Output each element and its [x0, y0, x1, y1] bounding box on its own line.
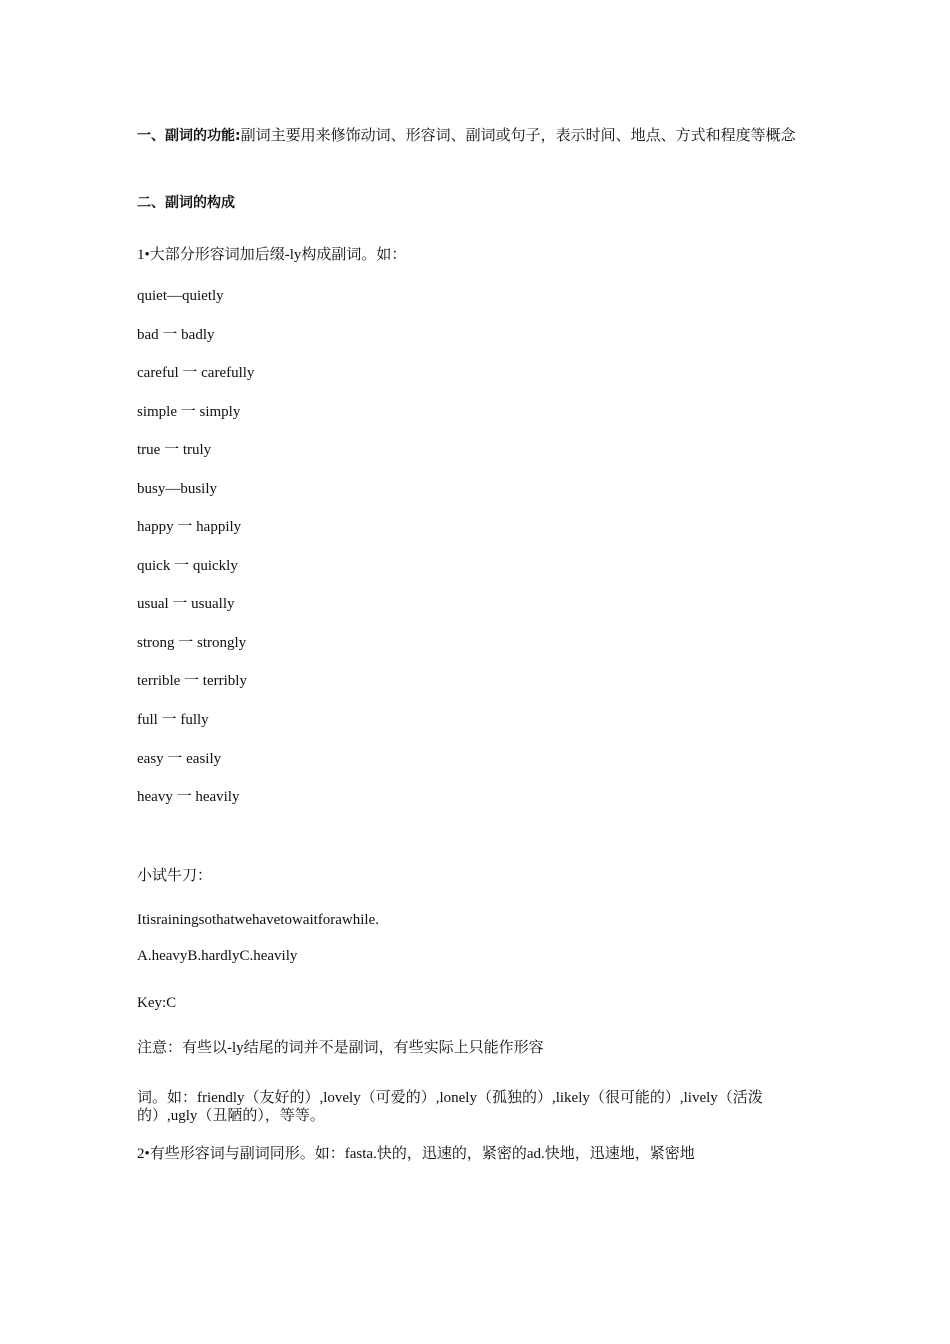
practice-options: A.heavyB.hardlyC.heavily — [137, 948, 298, 964]
word-pair: quick 一 quickly — [137, 557, 238, 574]
section1-text: 副词主要用来修饰动词、形容词、副词或句子，表示时间、地点、方式和程度等概念 — [240, 128, 796, 144]
word-pair: strong 一 strongly — [137, 634, 247, 651]
practice-question: Itisrainingsothatwehavetowaitforawhile. — [137, 912, 380, 928]
word-pair: careful 一 carefully — [137, 365, 255, 382]
word-pair: busy—busily — [137, 480, 218, 497]
word-pair: terrible 一 terribly — [137, 673, 247, 690]
note-line1: 注意：有些以-ly结尾的词并不是副词，有些实际上只能作形容 — [137, 1040, 544, 1056]
word-pair: usual 一 usually — [137, 596, 235, 613]
section1-paragraph — [137, 127, 817, 145]
rule1-text: 1•大部分形容词加后缀-ly构成副词。如： — [137, 247, 407, 263]
word-pair-list — [137, 287, 254, 827]
practice-key: Key:C — [137, 995, 177, 1011]
word-pair: bad 一 badly — [137, 326, 215, 343]
word-pair: full 一 fully — [137, 712, 209, 729]
word-pair: simple 一 simply — [137, 403, 241, 420]
word-pair: happy 一 happily — [137, 519, 242, 536]
word-pair: easy 一 easily — [137, 750, 222, 767]
rule2-text: 2•有些形容词与副词同形。如：fasta.快的，迅速的，紧密的ad.快地，迅速地，紧密地 — [137, 1146, 695, 1162]
word-pair: heavy 一 heavily — [137, 789, 240, 806]
practice-title: 小试牛刀： — [137, 868, 213, 884]
section1-heading: 一、副词的功能: — [137, 128, 241, 144]
note-line2: 词。如：friendly（友好的）,lovely（可爱的）,lonely（孤独的）,likely（很可能的）,lively（活泼的）,ugly（丑陋的），等等。 — [137, 1090, 763, 1124]
word-pair: true 一 truly — [137, 442, 212, 459]
word-pair: quiet—quietly — [137, 288, 224, 304]
section2-heading: 二、副词的构成 — [137, 195, 235, 211]
